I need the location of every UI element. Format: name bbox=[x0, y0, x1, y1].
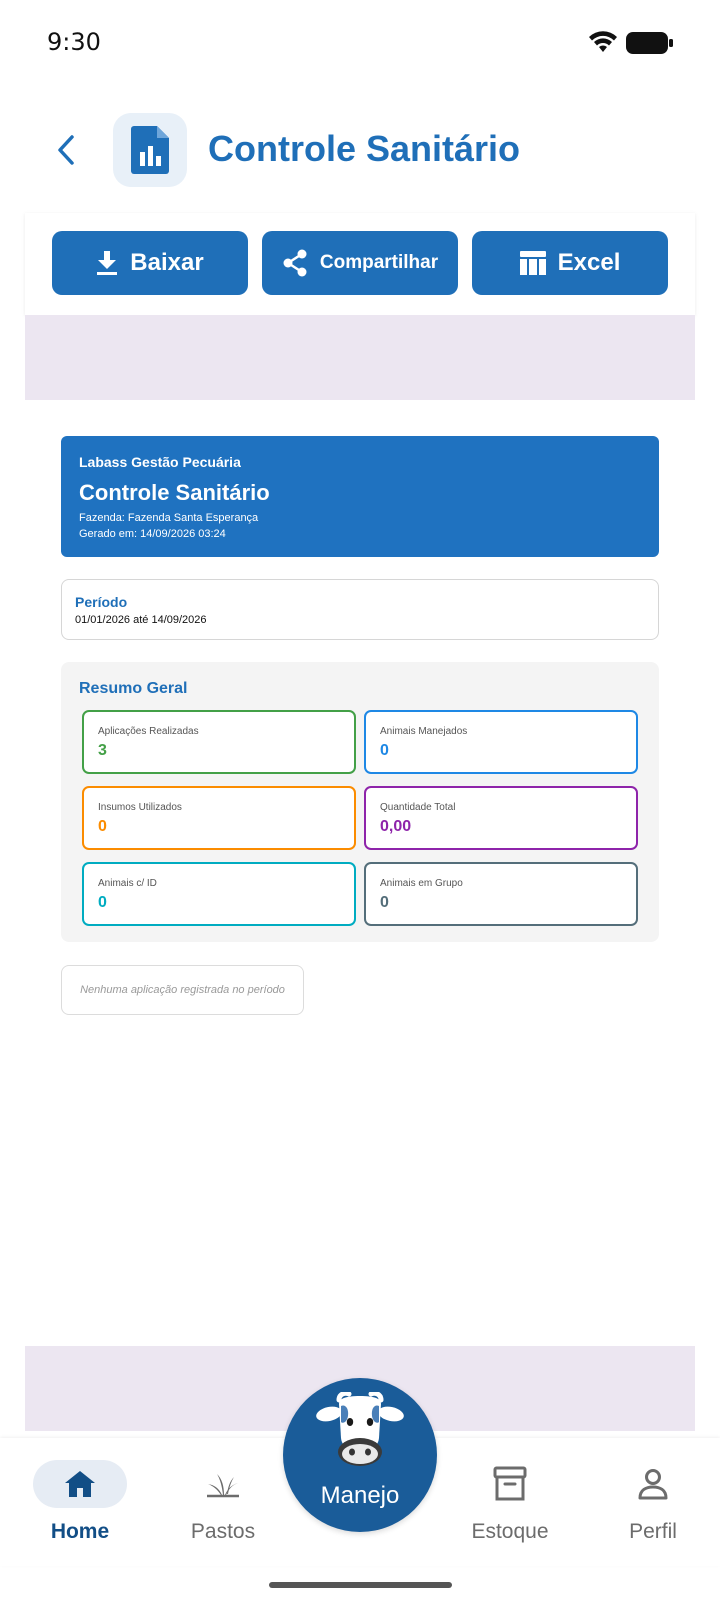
stat-card-animals-in-group bbox=[364, 862, 638, 926]
status-time: 9:30 bbox=[47, 28, 101, 56]
empty-applications-note bbox=[61, 965, 304, 1015]
stat-label: Insumos Utilizados bbox=[98, 802, 182, 813]
grass-icon bbox=[205, 1470, 241, 1498]
nav-home-pill bbox=[33, 1460, 127, 1508]
home-indicator[interactable] bbox=[269, 1582, 452, 1588]
stat-value: 0 bbox=[98, 894, 107, 911]
stat-value: 3 bbox=[98, 742, 107, 759]
status-bar bbox=[0, 0, 720, 90]
download-button[interactable] bbox=[52, 231, 248, 295]
page-header bbox=[0, 110, 720, 190]
chevron-left-icon bbox=[56, 134, 76, 166]
stat-card-total-quantity bbox=[364, 786, 638, 850]
manejo-label: Manejo bbox=[320, 1482, 400, 1509]
home-icon bbox=[64, 1470, 96, 1498]
wifi-icon bbox=[588, 30, 618, 54]
summary-section bbox=[61, 662, 659, 942]
download-icon bbox=[96, 251, 118, 275]
stat-label: Quantidade Total bbox=[380, 802, 456, 813]
nav-home[interactable] bbox=[25, 1460, 135, 1556]
stat-label: Animais c/ ID bbox=[98, 878, 157, 889]
share-button-label: Compartilhar bbox=[319, 252, 439, 273]
stat-value: 0 bbox=[98, 818, 107, 835]
nav-pastures[interactable] bbox=[168, 1460, 278, 1556]
period-value: 01/01/2026 até 14/09/2026 bbox=[75, 614, 207, 626]
share-button[interactable] bbox=[262, 231, 458, 295]
nav-pastures-label: Pastos bbox=[190, 1520, 256, 1543]
stat-card-applications bbox=[82, 710, 356, 774]
nav-profile-label: Perfil bbox=[629, 1520, 677, 1543]
cow-icon bbox=[315, 1392, 405, 1474]
nav-profile-pill bbox=[606, 1460, 700, 1508]
table-icon bbox=[520, 251, 546, 275]
preview-top-band bbox=[25, 315, 695, 400]
stat-value: 0 bbox=[380, 742, 389, 759]
share-icon bbox=[282, 249, 308, 277]
stat-label: Animais em Grupo bbox=[380, 878, 463, 889]
nav-profile[interactable] bbox=[598, 1460, 708, 1556]
page-title: Controle Sanitário bbox=[208, 128, 521, 169]
report-header bbox=[61, 436, 659, 557]
stat-label: Animais Manejados bbox=[380, 726, 468, 737]
battery-icon bbox=[626, 32, 674, 54]
excel-button-label: Excel bbox=[557, 249, 621, 276]
nav-home-label: Home bbox=[50, 1520, 110, 1543]
stat-value: 0 bbox=[380, 894, 389, 911]
stat-card-animals-handled bbox=[364, 710, 638, 774]
summary-title: Resumo Geral bbox=[79, 680, 188, 697]
period-box bbox=[61, 579, 659, 640]
stat-value: 0,00 bbox=[380, 818, 412, 835]
empty-applications-text: Nenhuma aplicação registrada no período bbox=[80, 984, 285, 996]
report-farm: Fazenda: Fazenda Santa Esperança bbox=[79, 512, 259, 524]
actions-card bbox=[25, 213, 695, 315]
back-button[interactable] bbox=[50, 130, 82, 170]
manejo-button[interactable] bbox=[283, 1378, 437, 1532]
report-icon-box bbox=[113, 113, 187, 187]
nav-stock[interactable] bbox=[455, 1460, 565, 1556]
stat-card-animals-with-id bbox=[82, 862, 356, 926]
archive-box-icon bbox=[493, 1466, 527, 1502]
person-icon bbox=[637, 1468, 669, 1500]
period-label: Período bbox=[75, 594, 128, 610]
download-button-label: Baixar bbox=[130, 249, 204, 276]
excel-button[interactable] bbox=[472, 231, 668, 295]
nav-stock-label: Estoque bbox=[471, 1520, 549, 1543]
report-generated: Gerado em: 14/09/2026 03:24 bbox=[79, 528, 226, 540]
report-document-icon bbox=[131, 126, 169, 174]
nav-stock-pill bbox=[463, 1460, 557, 1508]
stat-label: Aplicações Realizadas bbox=[98, 726, 199, 737]
report-title: Controle Sanitário bbox=[79, 480, 270, 505]
report-org: Labass Gestão Pecuária bbox=[79, 454, 241, 470]
nav-pastures-pill bbox=[176, 1460, 270, 1508]
stat-card-inputs-used bbox=[82, 786, 356, 850]
